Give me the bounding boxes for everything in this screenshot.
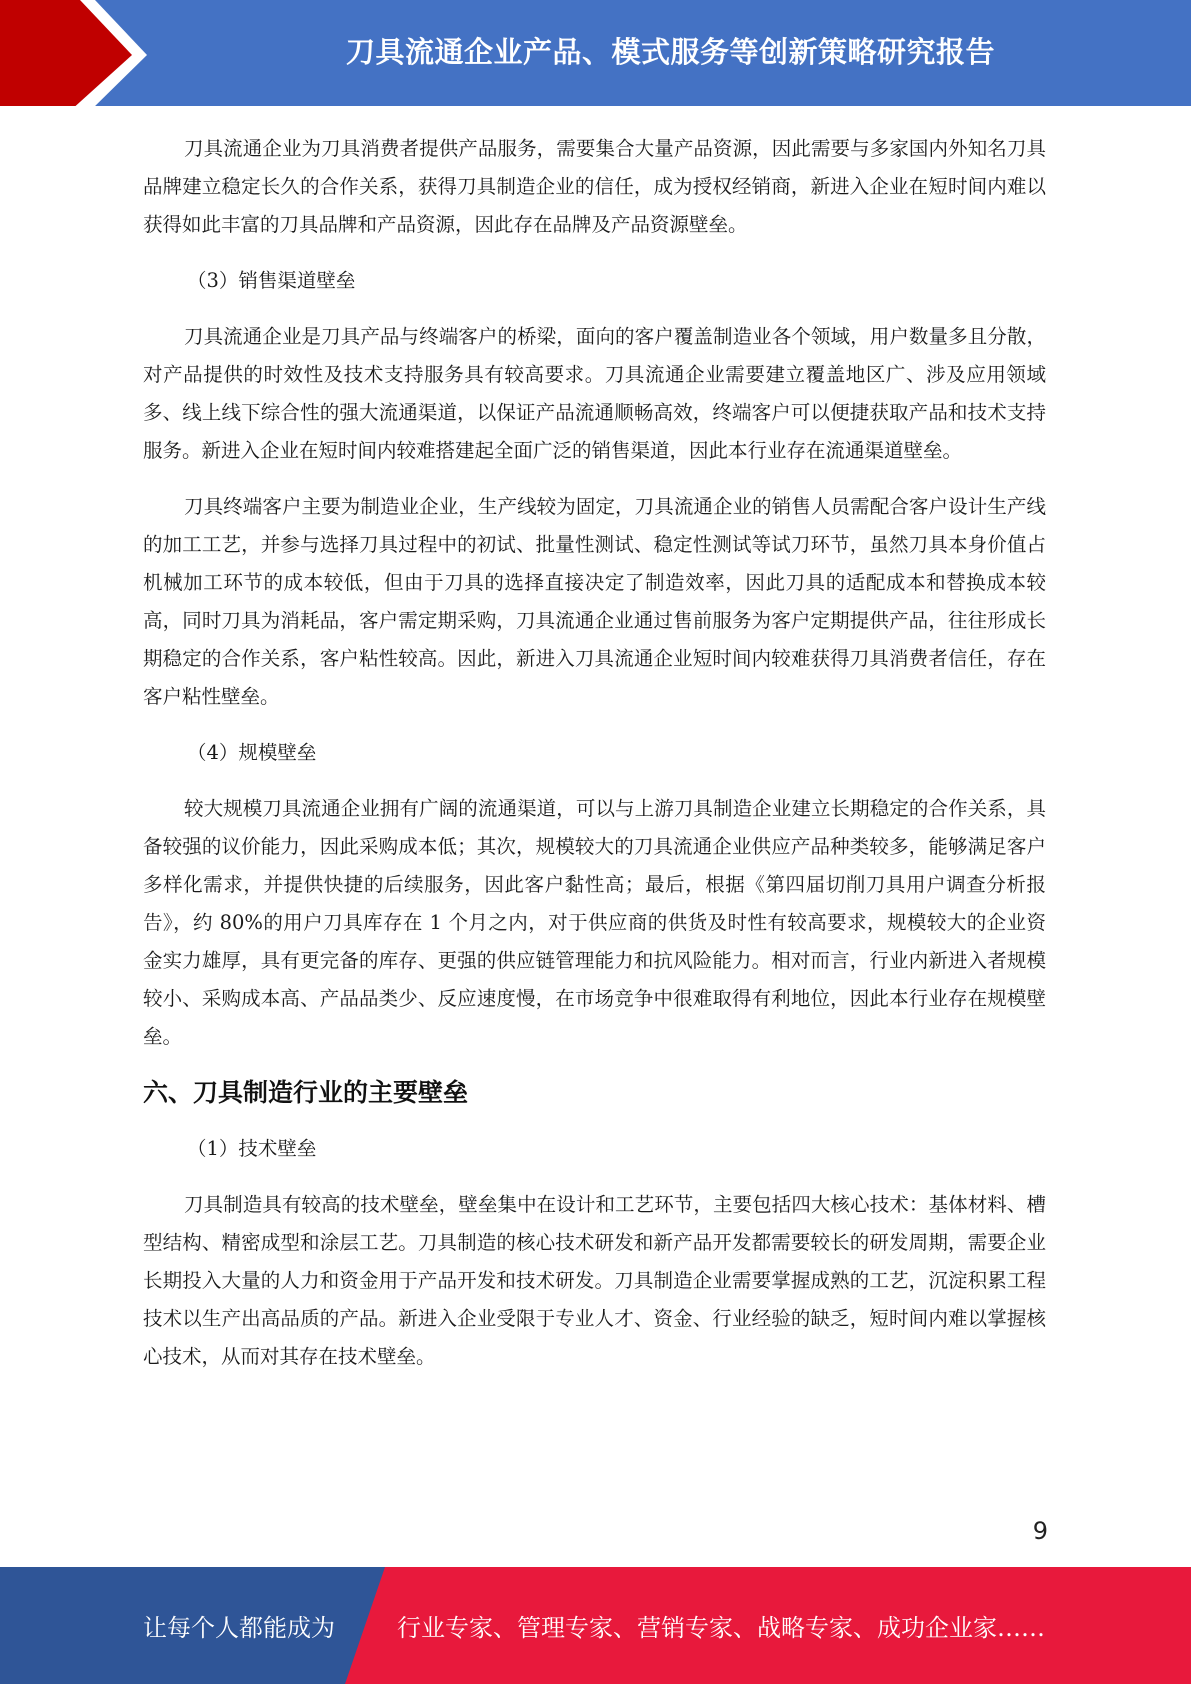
page-header [0, 0, 1191, 111]
header-title: 刀具流通企业产品、模式服务等创新策略研究报告 [345, 34, 995, 69]
page-footer [0, 1567, 1191, 1684]
subheading: （4）规模壁垒 [187, 741, 317, 764]
paragraph: 刀具终端客户主要为制造业企业，生产线较为固定，刀具流通企业的销售人员需配合客户设计生产线的加工工艺，并参与选择刀具过程中的初试、批量性测试、稳定性测试等试刀环节，虽然刀具本身价值占机械加工环节的成本较低，但由于刀具的选择直接决定了制造效率，因此刀具的适配成本和替换成本较高，同时刀具为消耗品，客户需定期采购，刀具流通企业通过售前服务为客户定期提供产品，往往形成长期稳定的合作关系，客户粘性较高。因此，新进入刀具流通企业短时间内较难获得刀具消费者信任，存在客户粘性壁垒。 [143, 495, 1046, 708]
paragraph: 刀具制造具有较高的技术壁垒，壁垒集中在设计和工艺环节，主要包括四大核心技术：基体材料、槽型结构、精密成型和涂层工艺。刀具制造的核心技术研发和新产品开发都需要较长的研发周期，需要企业长期投入大量的人力和资金用于产品开发和技术研发。刀具制造企业需要掌握成熟的工艺，沉淀积累工程技术以生产出高品质的产品。新进入企业受限于专业人才、资金、行业经验的缺乏，短时间内难以掌握核心技术，从而对其存在技术壁垒。 [143, 1193, 1046, 1368]
subheading: （1）技术壁垒 [187, 1137, 317, 1160]
paragraph: 刀具流通企业是刀具产品与终端客户的桥梁，面向的客户覆盖制造业各个领域，用户数量多且分散，对产品提供的时效性及技术支持服务具有较高要求。刀具流通企业需要建立覆盖地区广、涉及应用领域多、线上线下综合性的强大流通渠道，以保证产品流通顺畅高效，终端客户可以便捷获取产品和技术支持服务。新进入企业在短时间内较难搭建起全面广泛的销售渠道，因此本行业存在流通渠道壁垒。 [143, 325, 1046, 462]
section-heading: 六、刀具制造行业的主要壁垒 [143, 1078, 469, 1107]
paragraph: 较大规模刀具流通企业拥有广阔的流通渠道，可以与上游刀具制造企业建立长期稳定的合作关系，具备较强的议价能力，因此采购成本低；其次，规模较大的刀具流通企业供应产品种类较多，能够满足客户多样化需求，并提供快捷的后续服务，因此客户黏性高；最后，根据《第四届切削刀具用户调查分析报告》，约 80%的用户刀具库存在 1 个月之内，对于供应商的供货及时性有较高要求，规模较大的企业资金实力雄厚，具有更完备的库存、更强的供应链管理能力和抗风险能力。相对而言，行业内新进入者规模较小、采购成本高、产品品类少、反应速度慢，在市场竞争中很难取得有利地位，因此本行业存在规模壁垒。 [143, 797, 1046, 1048]
paragraph: 刀具流通企业为刀具消费者提供产品服务，需要集合大量产品资源，因此需要与多家国内外知名刀具品牌建立稳定长久的合作关系，获得刀具制造企业的信任，成为授权经销商，新进入企业在短时间内难以获得如此丰富的刀具品牌和产品资源，因此存在品牌及产品资源壁垒。 [143, 137, 1046, 236]
footer-slogan-left: 让每个人都能成为 [143, 1614, 335, 1642]
page-number: 9 [1032, 1517, 1048, 1545]
subheading: （3）销售渠道壁垒 [187, 269, 356, 292]
document-body [143, 130, 1046, 1394]
footer-slogan-right: 行业专家、管理专家、营销专家、战略专家、成功企业家…… [397, 1614, 1045, 1642]
